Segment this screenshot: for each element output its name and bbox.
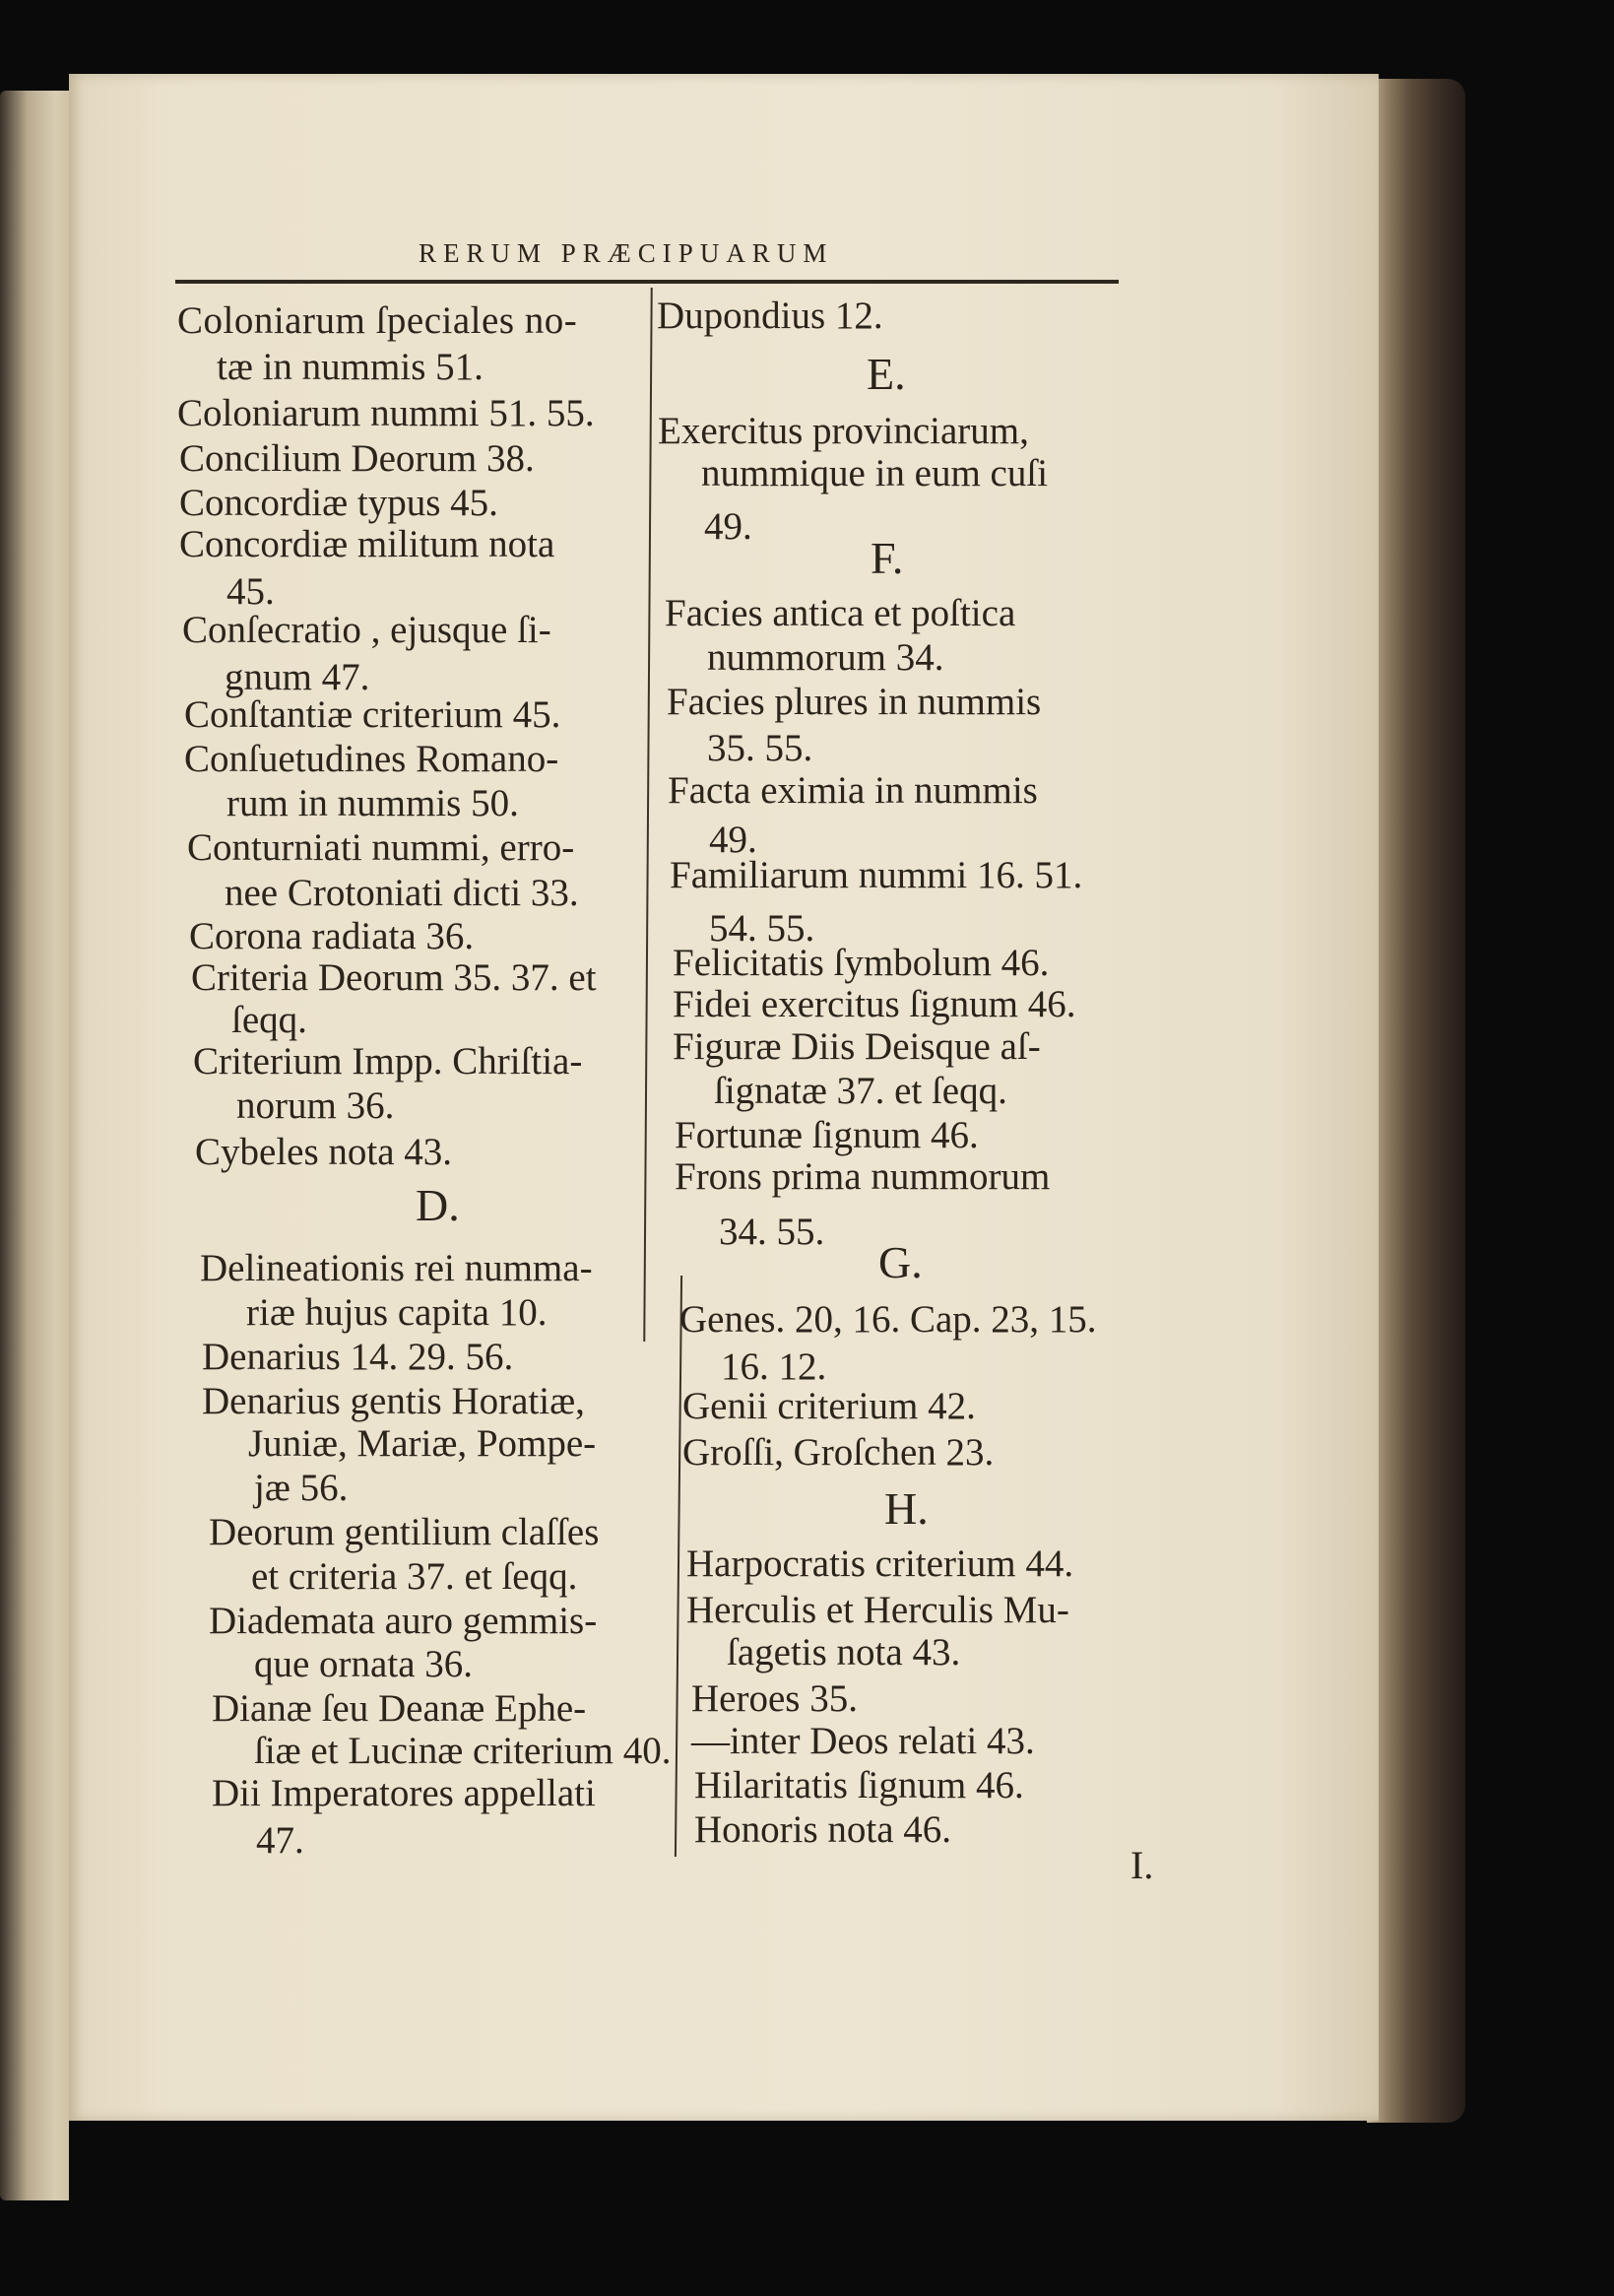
index-entry: Conſuetudines Romano- [184, 738, 559, 780]
section-letter: F. [871, 533, 904, 583]
index-entry: Conturniati nummi, erro- [187, 826, 575, 869]
index-entry: Groſſi, Groſchen 23. [682, 1431, 995, 1474]
index-entry: Heroes 35. [691, 1677, 858, 1720]
header-rule [175, 280, 1119, 284]
index-entry: Felicitatis ſymbolum 46. [673, 942, 1050, 984]
section-letter: G. [878, 1237, 923, 1287]
index-entry: Herculis et Herculis Mu- [686, 1589, 1069, 1631]
index-entry: Fortunæ ſignum 46. [675, 1114, 979, 1156]
index-entry: riæ hujus capita 10. [246, 1291, 548, 1334]
index-entry: Honoris nota 46. [694, 1808, 952, 1851]
index-entry: rum in nummis 50. [226, 782, 519, 824]
index-entry: Deorum gentilium claſſes [209, 1511, 600, 1553]
index-entry: Conſtantiæ criterium 45. [184, 693, 561, 736]
index-entry: Dianæ ſeu Deanæ Ephe- [212, 1687, 587, 1730]
index-entry: 47. [256, 1819, 304, 1862]
index-entry: 45. [226, 570, 275, 613]
index-entry: Concordiæ militum nota [179, 523, 555, 565]
index-entry: —inter Deos relati 43. [691, 1720, 1035, 1762]
index-entry: Facies plures in nummis [667, 681, 1042, 723]
section-letter: H. [884, 1483, 929, 1534]
index-entry: 49. [704, 505, 752, 548]
index-entry: Dupondius 12. [657, 295, 883, 337]
index-entry: nummique in eum cuſi [701, 452, 1049, 494]
index-entry: Exercitus provinciarum, [658, 410, 1029, 452]
index-entry: Figuræ Diis Deisque aſ- [673, 1025, 1041, 1068]
index-entry: jæ 56. [254, 1467, 349, 1509]
index-entry: Corona radiata 36. [189, 915, 475, 957]
signature-mark: I. [1130, 1843, 1154, 1887]
index-entry: Hilaritatis ſignum 46. [694, 1764, 1024, 1806]
index-entry: Delineationis rei numma- [200, 1247, 593, 1289]
index-entry: Frons prima nummorum [675, 1155, 1051, 1198]
index-entry: Coloniarum ſpeciales no- [177, 299, 578, 342]
index-entry: Diademata auro gemmis- [209, 1600, 598, 1642]
index-entry: Denarius gentis Horatiæ, [202, 1380, 585, 1422]
book-edge [1367, 79, 1465, 2123]
section-letter: D. [416, 1180, 460, 1230]
index-entry: Facta eximia in nummis [668, 769, 1038, 812]
left-page-edge [0, 91, 69, 2200]
index-entry: que ornata 36. [254, 1643, 474, 1685]
index-entry: Criterium Impp. Chriſtia- [193, 1040, 583, 1082]
running-header: RERUM PRÆCIPUARUM [419, 238, 834, 268]
index-entry: Harpocratis criterium 44. [686, 1542, 1074, 1585]
index-entry: ſignatæ 37. et ſeqq. [714, 1070, 1007, 1112]
index-entry: Coloniarum nummi 51. 55. [177, 392, 595, 434]
section-letter: E. [867, 349, 906, 399]
index-entry: 49. [709, 819, 757, 861]
index-entry: Concilium Deorum 38. [179, 437, 535, 480]
index-entry: Cybeles nota 43. [195, 1131, 453, 1173]
index-entry: Fidei exercitus ſignum 46. [673, 983, 1076, 1025]
index-entry: ſeqq. [231, 999, 307, 1041]
index-entry: nummorum 34. [707, 636, 944, 679]
index-entry: et criteria 37. et ſeqq. [251, 1555, 578, 1598]
index-entry: Familiarum nummi 16. 51. [670, 854, 1083, 896]
index-entry: ſagetis nota 43. [727, 1631, 961, 1673]
index-entry: gnum 47. [225, 656, 370, 698]
index-entry: Conſecratio , ejusque ſi- [182, 609, 551, 651]
index-entry: Genii criterium 42. [682, 1385, 976, 1427]
index-entry: Concordiæ typus 45. [179, 482, 498, 524]
index-entry: nee Crotoniati dicti 33. [225, 872, 579, 914]
index-entry: 54. 55. [709, 907, 815, 950]
index-entry: norum 36. [236, 1084, 395, 1127]
index-entry: ſiæ et Lucinæ criterium 40. [254, 1730, 672, 1772]
index-entry: Dii Imperatores appellati [212, 1772, 596, 1814]
index-entry: Denarius 14. 29. 56. [202, 1336, 514, 1378]
index-entry: 35. 55. [707, 727, 813, 769]
index-entry: 16. 12. [721, 1345, 827, 1388]
index-entry: 34. 55. [719, 1211, 825, 1253]
index-entry: Juniæ, Mariæ, Pompe- [248, 1422, 597, 1465]
index-entry: Genes. 20, 16. Cap. 23, 15. [679, 1298, 1097, 1341]
index-entry: Criteria Deorum 35. 37. et [191, 956, 597, 999]
index-entry: Facies antica et poſtica [665, 592, 1016, 634]
index-entry: tæ in nummis 51. [217, 346, 484, 388]
